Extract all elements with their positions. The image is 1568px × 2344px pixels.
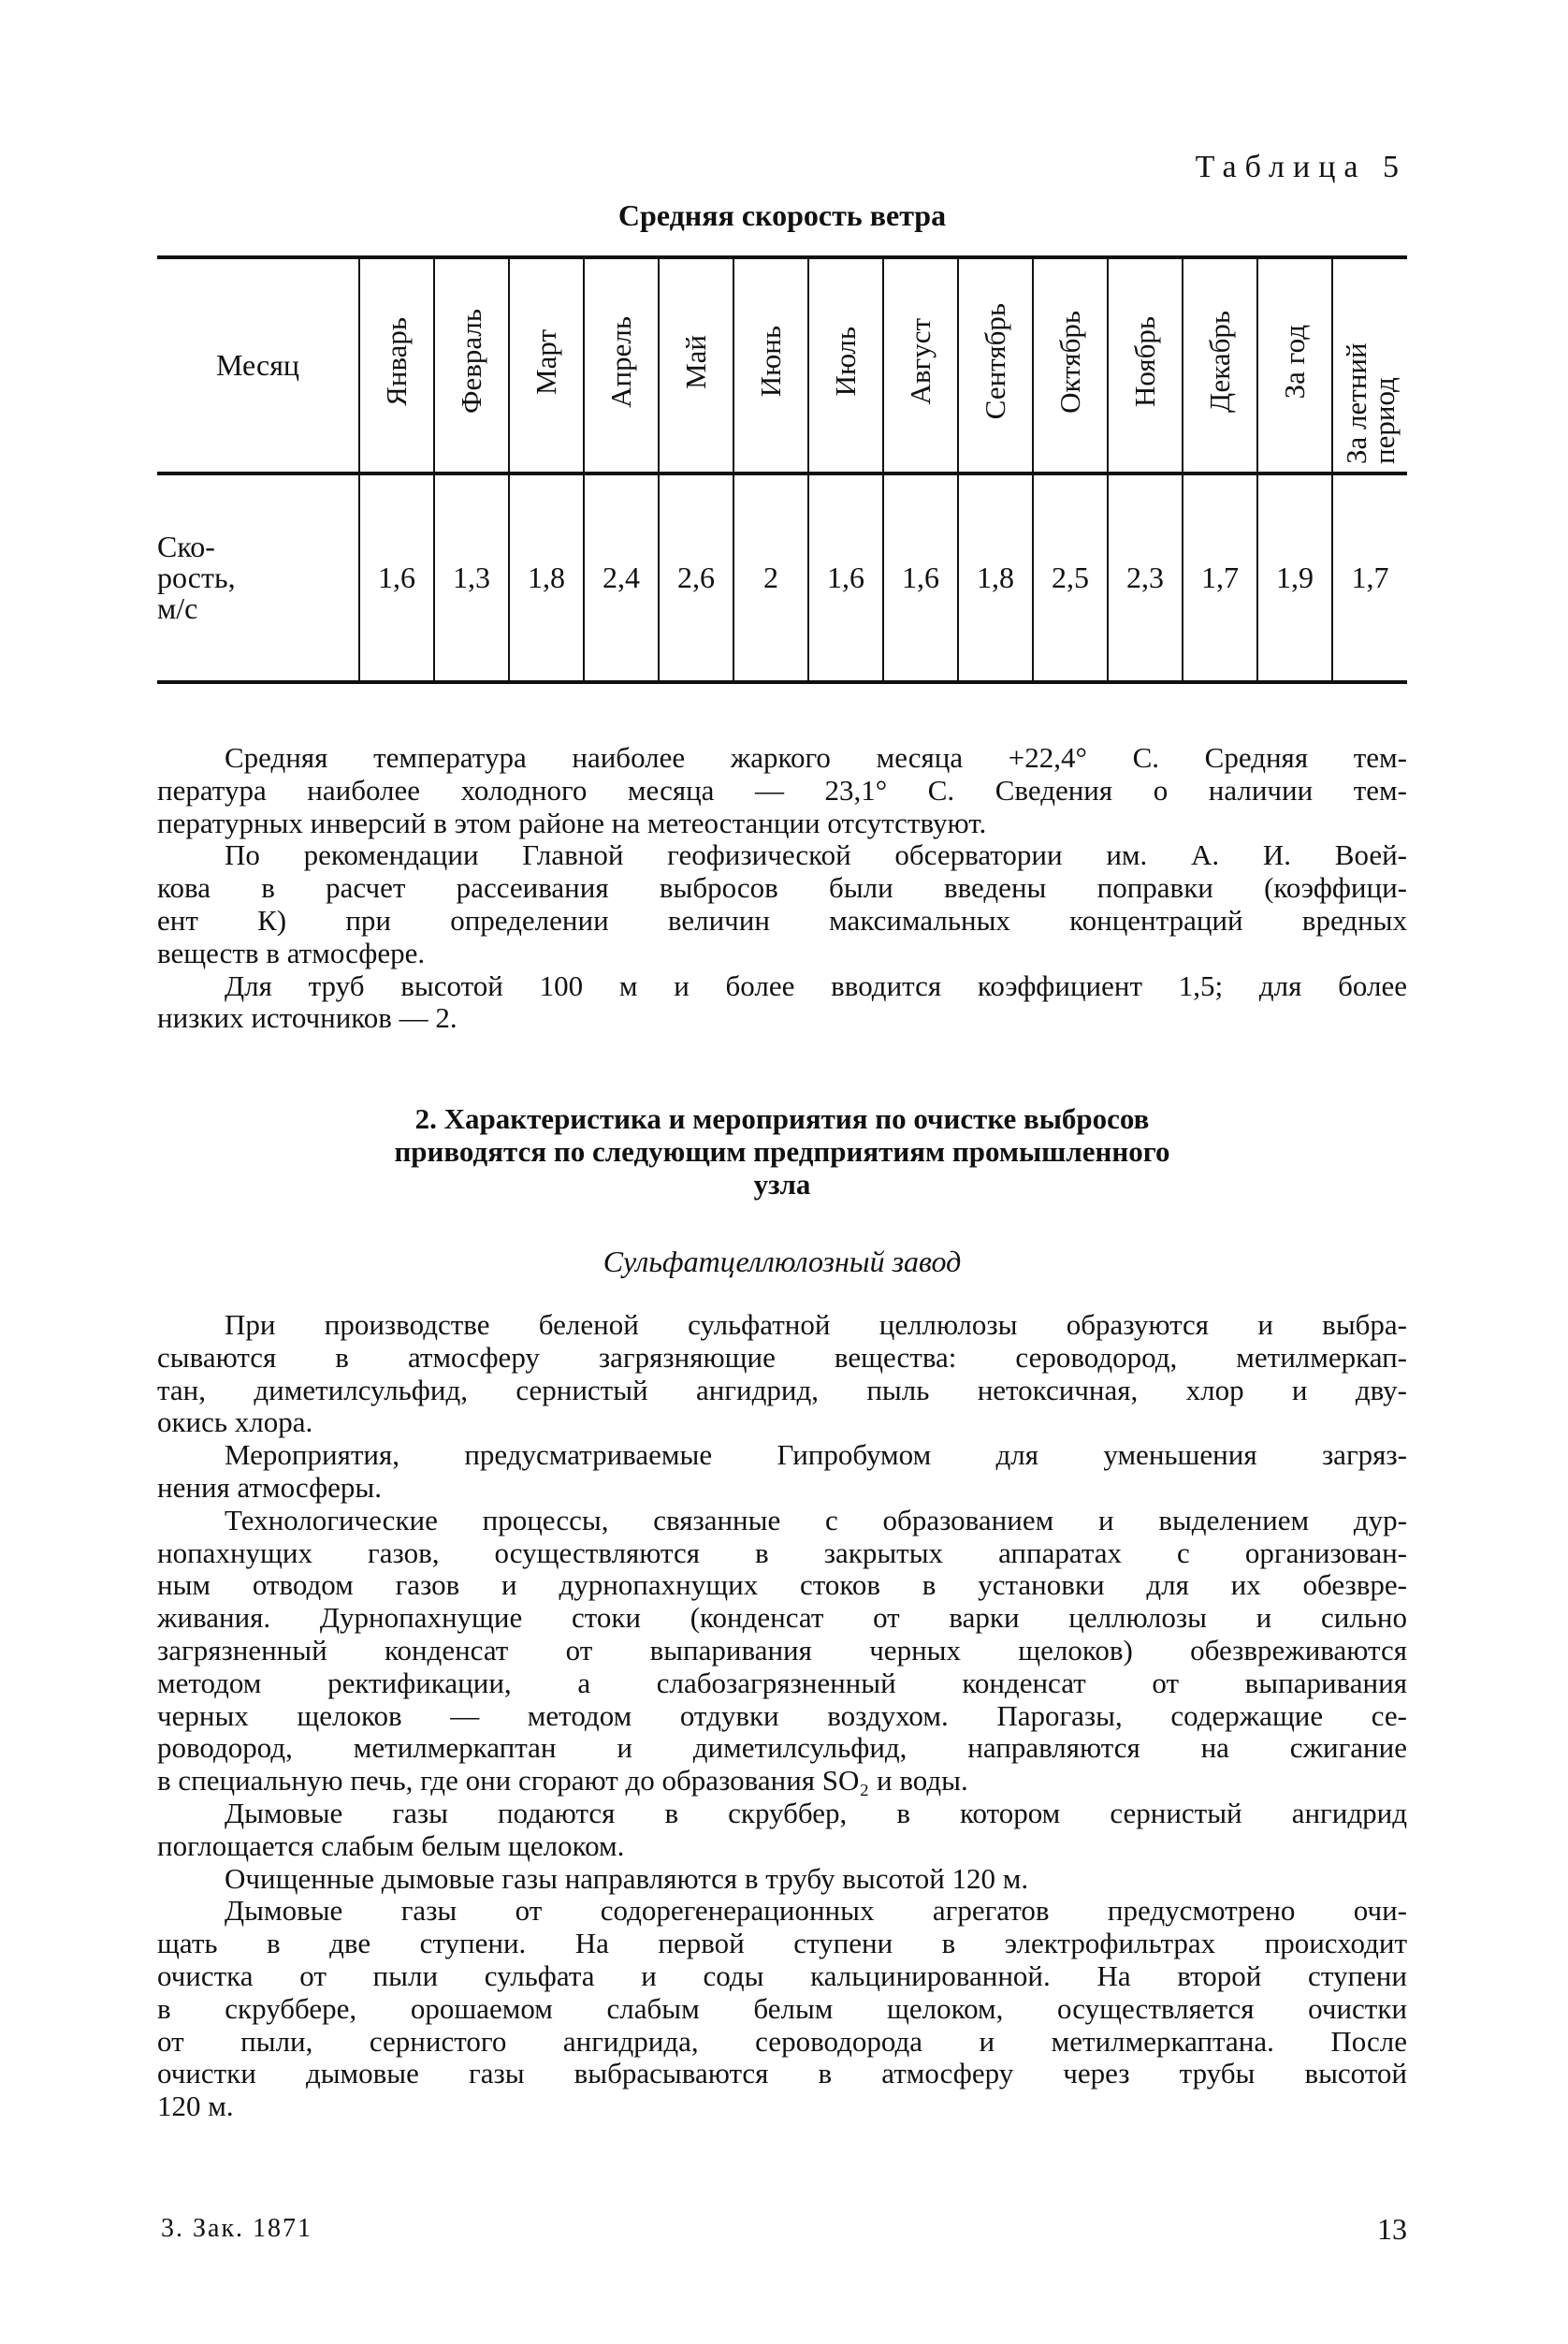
text-line: низких источников — 2. <box>157 1001 457 1035</box>
paragraph <box>157 1798 1407 1863</box>
text-line: ент К) при определении величин максимальных концентраций вредных <box>157 903 1407 937</box>
text-line: очистки дымовые газы выбрасываются в атмосферу через трубы высотой <box>157 2057 1407 2090</box>
text-line: Дымовые газы подаются в скруббер, в котором сернистый ангидрид <box>225 1796 1407 1829</box>
section-heading <box>157 1102 1407 1201</box>
paragraph <box>157 1439 1407 1505</box>
month-column-header <box>509 257 584 473</box>
column-label: Декабрь <box>1203 310 1236 414</box>
text-line: пература наиболее холодного месяца — 23,1° С. Сведения о наличии тем- <box>157 773 1407 807</box>
text-line: в специальную печь, где они сгорают до образования SO₂ и воды. <box>157 1764 968 1798</box>
column-label: Август <box>904 318 936 405</box>
month-column-header <box>434 257 509 473</box>
column-label: Октябрь <box>1053 310 1086 414</box>
table-header-row <box>157 257 1407 473</box>
month-column-header <box>1183 257 1257 473</box>
month-column-header <box>359 257 434 473</box>
text-line: Дымовые газы от содорегенерационных агрегатов предусмотрено очи- <box>225 1894 1407 1928</box>
text-line: загрязненный конденсат от выпаривания черных щелоков) обезвреживаются <box>157 1633 1407 1667</box>
row-label-line: м/с <box>157 591 198 625</box>
paragraph <box>157 970 1407 1036</box>
paragraph <box>157 1863 1407 1896</box>
text-line: живания. Дурнопахнущие стоки (конденсат от варки целлюлозы и сильно <box>157 1601 1407 1635</box>
table-number: Таблица 5 <box>1195 150 1407 184</box>
heading-line: узла <box>753 1168 811 1201</box>
column-label: Сентябрь <box>979 303 1011 420</box>
month-column-header <box>1033 257 1108 473</box>
row-label-line: рость, <box>157 561 236 594</box>
speed-value: 2 <box>733 473 808 682</box>
month-column-header <box>584 257 659 473</box>
speed-value: 1,6 <box>883 473 958 682</box>
column-label: Апрель <box>604 315 637 408</box>
text-line: тан, диметилсульфид, сернистый ангидрид, пыль нетоксичная, хлор и дву- <box>157 1373 1407 1406</box>
month-column-header <box>1108 257 1183 473</box>
month-column-header <box>733 257 808 473</box>
paragraph <box>157 1309 1407 1439</box>
month-column-header <box>883 257 958 473</box>
text-line: черных щелоков — методом отдувки воздухом. Парогазы, содержащие се- <box>157 1698 1407 1732</box>
heading-line: 2. Характеристика и мероприятия по очистке выбросов <box>414 1102 1150 1135</box>
speed-value: 2,3 <box>1108 473 1183 682</box>
speed-value: 1,6 <box>359 473 434 682</box>
text-line: ным отводом газов и дурнопахнущих стоков в установки для их обезвре- <box>157 1568 1407 1602</box>
text-line: нения атмосферы. <box>157 1470 382 1504</box>
text-line: поглощается слабым белым щелоком. <box>157 1828 625 1862</box>
text-line: сываются в атмосферу загрязняющие вещества: сероводород, метилмеркап- <box>157 1340 1407 1374</box>
speed-value: 1,3 <box>434 473 509 682</box>
speed-value: 1,7 <box>1183 473 1257 682</box>
text-line: очистка от пыли сульфата и соды кальцинированной. На второй ступени <box>157 1958 1407 1992</box>
text-line: Средняя температура наиболее жаркого месяца +22,4° С. Средняя тем- <box>225 741 1407 774</box>
body-text <box>157 1309 1407 2123</box>
column-label: Июнь <box>754 326 787 398</box>
column-label: Февраль <box>455 309 487 415</box>
wind-speed-table <box>157 255 1407 684</box>
table-row <box>157 473 1407 682</box>
speed-value: 1,7 <box>1332 473 1407 682</box>
row-label-line: Ско- <box>157 530 215 563</box>
month-column-header <box>808 257 883 473</box>
text-line: Для труб высотой 100 м и более вводится коэффициент 1,5; для более <box>225 968 1407 1002</box>
text-line: По рекомендации Главной геофизической обсерватории им. А. И. Воей- <box>225 838 1407 872</box>
text-line: кова в расчет рассеивания выбросов были введены поправки (коэффици- <box>157 871 1407 905</box>
speed-value: 1,8 <box>958 473 1033 682</box>
month-column-header <box>659 257 733 473</box>
text-line: Очищенные дымовые газы направляются в трубу высотой 120 м. <box>225 1861 1029 1895</box>
month-column-header <box>1332 257 1407 473</box>
column-label: Май <box>679 334 712 389</box>
text-line: от пыли, сернистого ангидрида, сероводорода и метилмеркаптана. После <box>157 2024 1407 2058</box>
text-line: 120 м. <box>157 2089 234 2123</box>
paragraph <box>157 742 1407 839</box>
paragraph <box>157 839 1407 969</box>
column-label: За летний период <box>1339 342 1401 464</box>
intro-text <box>157 742 1407 1035</box>
column-label: Март <box>530 328 562 395</box>
month-column-header <box>958 257 1033 473</box>
text-line: роводород, метилмеркаптан и диметилсульфид, направляются на сжигание <box>157 1731 1407 1765</box>
text-line: При производстве беленой сульфатной целлюлозы образуются и выбра- <box>225 1308 1407 1341</box>
column-label: За год <box>1278 324 1311 400</box>
footer-signature: 3. Зак. 1871 <box>161 2214 313 2243</box>
text-line: методом ректификации, а слабозагрязненный конденсат от выпаривания <box>157 1666 1407 1699</box>
speed-value: 2,4 <box>584 473 659 682</box>
heading-line: приводятся по следующим предприятиям промышленного <box>394 1135 1170 1168</box>
subheading: Сульфатцеллюлозный завод <box>603 1245 962 1278</box>
column-label: Июль <box>829 327 862 397</box>
text-line: Мероприятия, предусматриваемые Гипробумом для уменьшения загряз- <box>225 1438 1407 1472</box>
text-line: пературных инверсий в этом районе на метеостанции отсутствуют. <box>157 806 987 839</box>
paragraph <box>157 1505 1407 1798</box>
column-label: Ноябрь <box>1128 316 1161 407</box>
text-line: нопахнущих газов, осуществляются в закрытых аппаратах с организован- <box>157 1536 1407 1569</box>
speed-row-label <box>157 473 359 682</box>
speed-value: 1,9 <box>1257 473 1332 682</box>
page-number: 13 <box>1377 2212 1407 2246</box>
text-line: Технологические процессы, связанные с образованием и выделением дур- <box>225 1503 1407 1536</box>
speed-value: 2,6 <box>659 473 733 682</box>
text-line: в скруббере, орошаемом слабым белым щелоком, осуществляется очистки <box>157 1991 1407 2025</box>
speed-value: 1,6 <box>808 473 883 682</box>
speed-value: 2,5 <box>1033 473 1108 682</box>
text-line: окись хлора. <box>157 1405 313 1439</box>
month-header: Месяц <box>157 257 359 473</box>
paragraph <box>157 1895 1407 2123</box>
month-column-header <box>1257 257 1332 473</box>
column-label: Январь <box>380 317 413 406</box>
table-caption: Средняя скорость ветра <box>617 198 947 232</box>
text-line: веществ в атмосфере. <box>157 936 426 969</box>
text-line: щать в две ступени. На первой ступени в электрофильтрах происходит <box>157 1927 1407 1960</box>
speed-value: 1,8 <box>509 473 584 682</box>
